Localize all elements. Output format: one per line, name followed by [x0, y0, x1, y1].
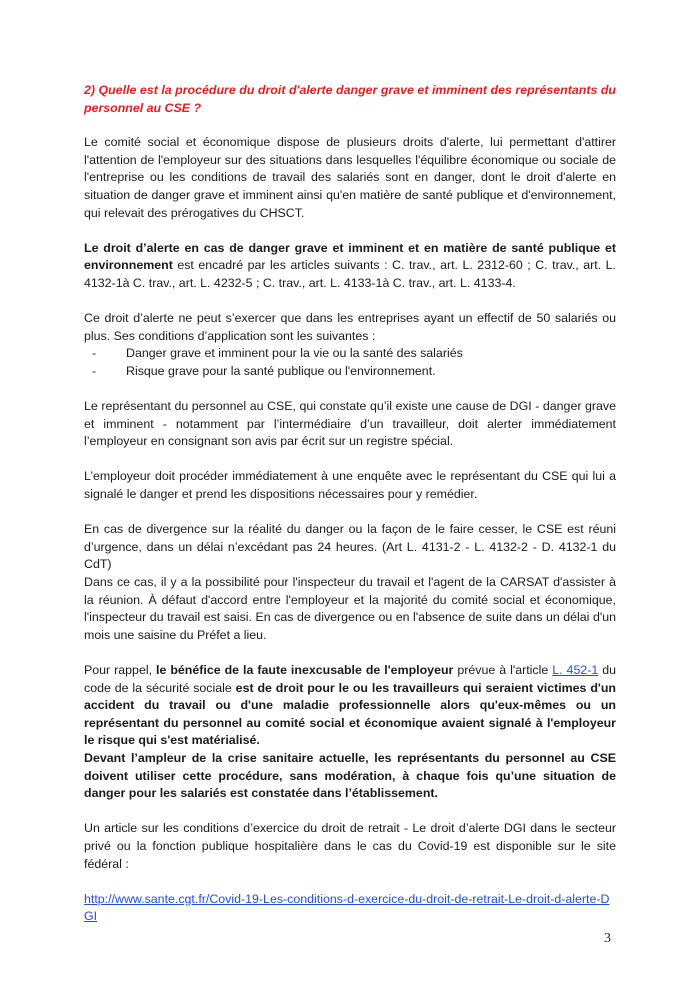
reminder-text-1: Pour rappel,: [84, 663, 157, 677]
federal-site-link[interactable]: http://www.sante.cgt.fr/Covid-19-Les-conditions-d-exercice-du-droit-de-retrait-Le-droit-d-alerte-DGI: [84, 891, 610, 924]
reminder-bold-1: le bénéfice de la faute inexcusable de l'employeur: [156, 663, 454, 677]
dash-bullet: -: [92, 363, 97, 378]
reminder-text-3: du code de la sécurité sociale: [84, 663, 617, 695]
article-link[interactable]: L. 452-1: [552, 663, 599, 677]
page-number: 3: [604, 931, 611, 946]
paragraph-conditions-intro: Ce droit d’alerte ne peut s’exercer que dans les entreprises ayant un effectif de 50 salariés ou plus. Ses conditions d’application sont les suivantes :: [84, 311, 616, 343]
paragraph-alert-rights: Le comité social et économique dispose de plusieurs droits d'alerte, lui permettant d'attirer l'attention de l'employeur sur des situations dans lesquelles l'équilibre économique ou sociale de l'entreprise ou les conditions de travail des salariés sont en danger, dont le droit d'alerte en situation de danger grave et imminent ainsi qu'en matière de santé publique et d'environnement, qui relevait des prérogatives du CHSCT.: [84, 135, 616, 220]
reminder-text-2: prévue à l'article: [453, 663, 553, 677]
paragraph-crisis: [84, 750, 616, 803]
paragraph-employer-inquiry: L’employeur doit procéder immédiatement à une enquête avec le représentant du CSE qui lui a signalé le danger et prend les dispositions nécessaires pour y remédier.: [84, 469, 616, 502]
paragraph-legal-articles: [84, 240, 616, 293]
conditions-list: [84, 345, 616, 380]
list-item: [84, 363, 616, 381]
crisis-bold: Devant l’ampleur de la crise sanitaire actuelle, les représentants du personnel au CSE doivent utiliser cette procédure, sans modération, à chaque fois qu’une situation de danger pour les salariés est constatée dans l’établissement.: [84, 750, 616, 801]
legal-articles-bold: Le droit d’alerte en cas de danger grave et imminent et en matière de santé publique et environnement: [84, 240, 616, 273]
paragraph-representative: Le représentant du personnel au CSE, qui constate qu’il existe une cause de DGI - danger grave et imminent - notamment par l’intermédiaire d’un travailleur, doit alerter immédiatement l’employeur en consignant son avis par écrit sur un registre spécial.: [84, 399, 616, 449]
page-content: [84, 82, 616, 944]
list-item-text: Risque grave pour la santé publique ou l'environnement.: [126, 363, 436, 378]
paragraph-article-info: Un article sur les conditions d’exercice du droit de retrait - Le droit d’alerte DGI dans le secteur privé ou la fonction publique hospitalière dans le cas du Covid-19 est disponible sur le site fédéral :: [84, 821, 616, 871]
paragraph-divergence: En cas de divergence sur la réalité du danger ou la façon de le faire cesser, le CSE est réuni d’urgence, dans un délai n’excédant pas 24 heures. (Art L. 4131-2 - L. 4132-2 - D. 4132-1 du CdT): [84, 522, 616, 572]
url-paragraph: [84, 891, 616, 926]
list-item: [84, 345, 616, 363]
legal-articles-text: est encadré par les articles suivants : C. trav., art. L. 2312-60 ; C. trav., art. L. 4132-1à C. trav., art. L. 4232-5 ; C. trav., art. L. 4133-1à C. trav., art. L. 4133-4.: [84, 258, 616, 290]
dash-bullet: -: [92, 346, 97, 361]
paragraph-reminder: [84, 662, 616, 750]
section-heading: 2) Quelle est la procédure du droit d'alerte danger grave et imminent des représentants du personnel au CSE ?: [84, 83, 616, 115]
paragraph-inspector: Dans ce cas, il y a la possibilité pour l'inspecteur du travail et l'agent de la CARSAT d'assister à la réunion. À défaut d'accord entre l'employeur et la majorité du comité social et économique, l'inspecteur du travail est saisi. En cas de divergence ou en l'absence de suite dans un délai d'un mois une saisine du Préfet a lieu.: [84, 575, 616, 642]
reminder-bold-2: est de droit pour le ou les travailleurs qui seraient victimes d'un accident du travail ou d'une maladie professionnelle alors qu'eux-mêmes ou un représentant du personnel au comité social et économique avaient signalé à l'employeur le risque qui s'est matérialisé.: [84, 680, 616, 748]
list-item-text: Danger grave et imminent pour la vie ou la santé des salariés: [126, 346, 463, 361]
